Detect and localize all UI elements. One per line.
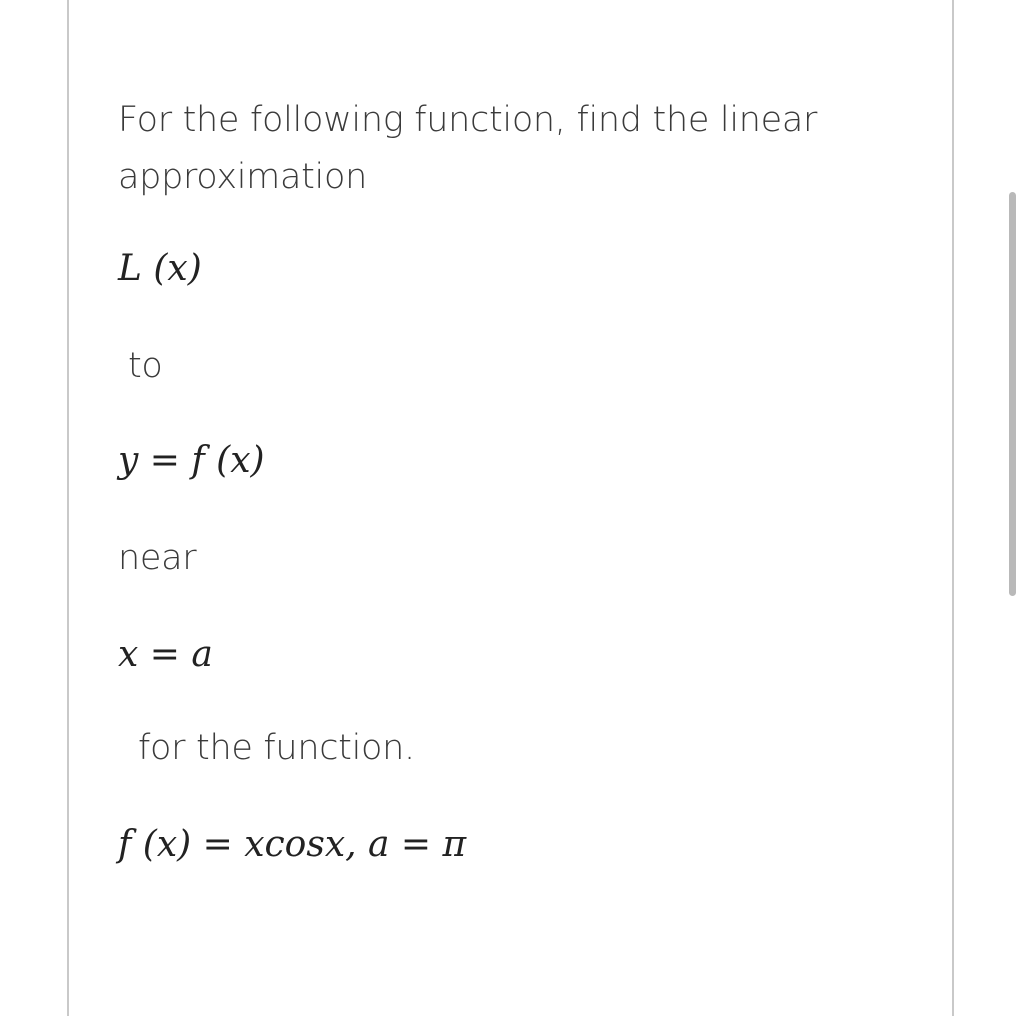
word-to: to bbox=[128, 346, 163, 386]
math-function-definition bbox=[118, 824, 466, 865]
math-y-equals-f bbox=[118, 440, 265, 481]
math-y-equals-f-text: y = f (x) bbox=[118, 440, 265, 481]
question-intro: For the following function, find the linear approximation bbox=[118, 100, 818, 197]
math-L-of-x-text: L (x) bbox=[118, 248, 202, 289]
math-L-of-x bbox=[118, 248, 202, 289]
scrollbar[interactable] bbox=[1009, 192, 1016, 596]
word-near: near bbox=[118, 538, 197, 578]
math-x-equals-a-text: x = a bbox=[118, 634, 213, 675]
math-function-definition-text: f (x) = xcosx, a = π bbox=[118, 824, 467, 865]
math-x-equals-a bbox=[118, 634, 213, 675]
word-for-the-function: for the function. bbox=[138, 728, 415, 768]
